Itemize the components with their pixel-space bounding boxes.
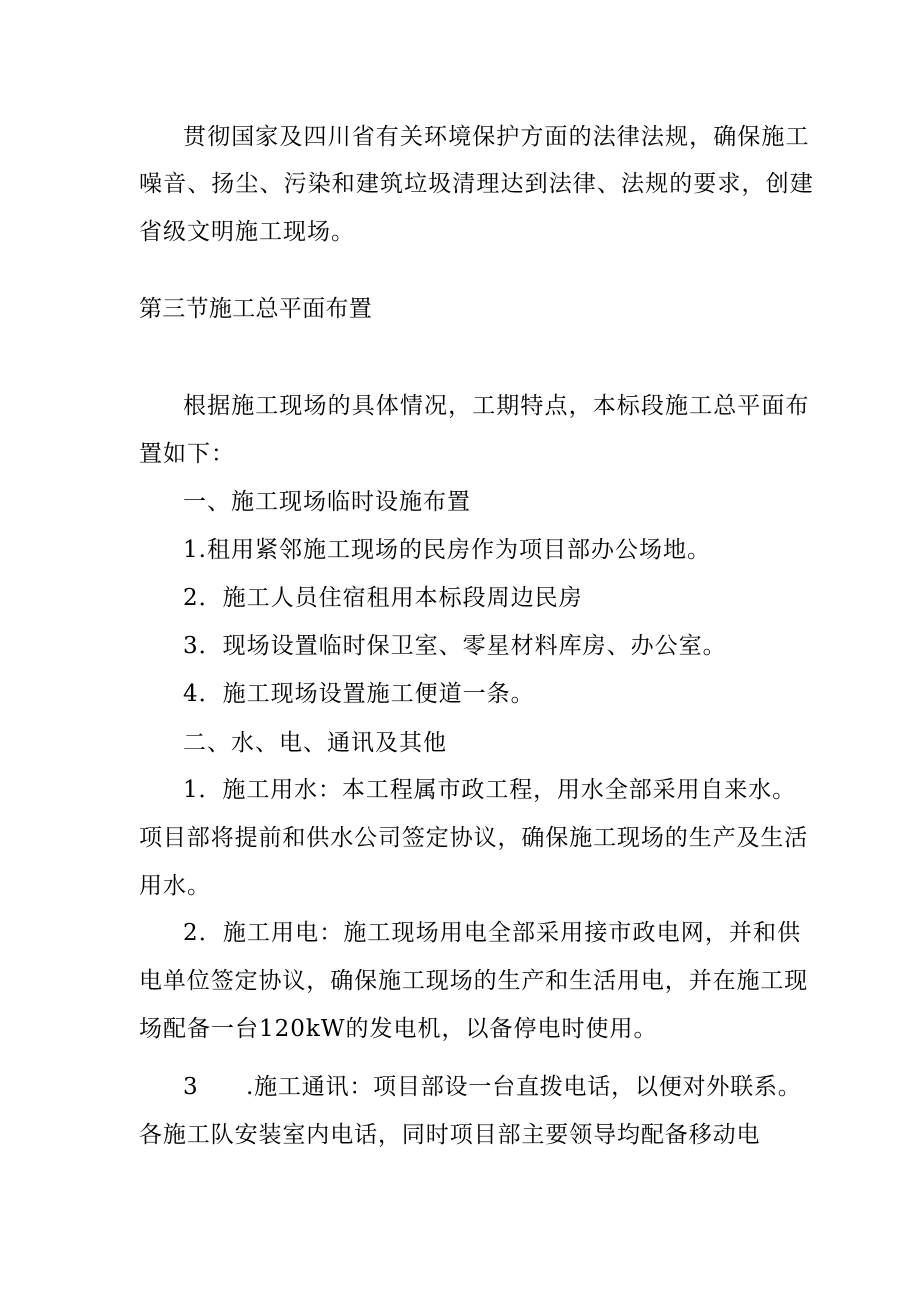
list-item-1: 1.租用紧邻施工现场的民房作为项目部办公场地。	[183, 537, 711, 563]
water-item-line-1: 1．施工用水：本工程属市政工程，用水全部采用自来水。	[183, 777, 797, 803]
power-item-line-1: 2．施工用电：施工现场用电全部采用接市政电网，并和供	[183, 920, 802, 946]
subheading-temporary-facilities: 一、施工现场临时设施布置	[183, 489, 471, 515]
paragraph-environment-line-1: 贯彻国家及四川省有关环境保护方面的法律法规，确保施工	[183, 124, 810, 150]
water-item-line-3: 用水。	[139, 873, 211, 899]
telecom-item-line-2: 各施工队安装室内电话，同时项目部主要领导均配备移动电	[139, 1122, 761, 1148]
power-item-line-2: 电单位签定协议，确保施工现场的生产和生活用电，并在施工现	[139, 968, 809, 994]
list-item-3: 3．现场设置临时保卫室、零星材料库房、办公室。	[183, 633, 727, 659]
paragraph-intro-line-2: 置如下：	[139, 441, 235, 467]
telecom-item-line-1: 3 .施工通讯：项目部设一台直拨电话，以便对外联系。	[183, 1074, 802, 1100]
section-heading: 第三节施工总平面布置	[139, 296, 372, 322]
list-item-2: 2．施工人员住宿租用本标段周边民房	[183, 585, 583, 611]
water-item-line-2: 项目部将提前和供水公司签定协议，确保施工现场的生产及生活	[139, 825, 809, 851]
paragraph-environment-line-3: 省级文明施工现场。	[139, 219, 355, 245]
subheading-utilities: 二、水、电、通讯及其他	[183, 730, 447, 756]
list-item-4: 4．施工现场设置施工便道一条。	[183, 681, 535, 707]
paragraph-environment-line-2: 噪音、扬尘、污染和建筑垃圾清理达到法律、法规的要求，创建	[139, 171, 814, 197]
paragraph-intro-line-1: 根据施工现场的具体情况，工期特点，本标段施工总平面布	[183, 393, 810, 419]
power-item-line-3: 场配备一台120kW的发电机，以备停电时使用。	[139, 1016, 658, 1042]
